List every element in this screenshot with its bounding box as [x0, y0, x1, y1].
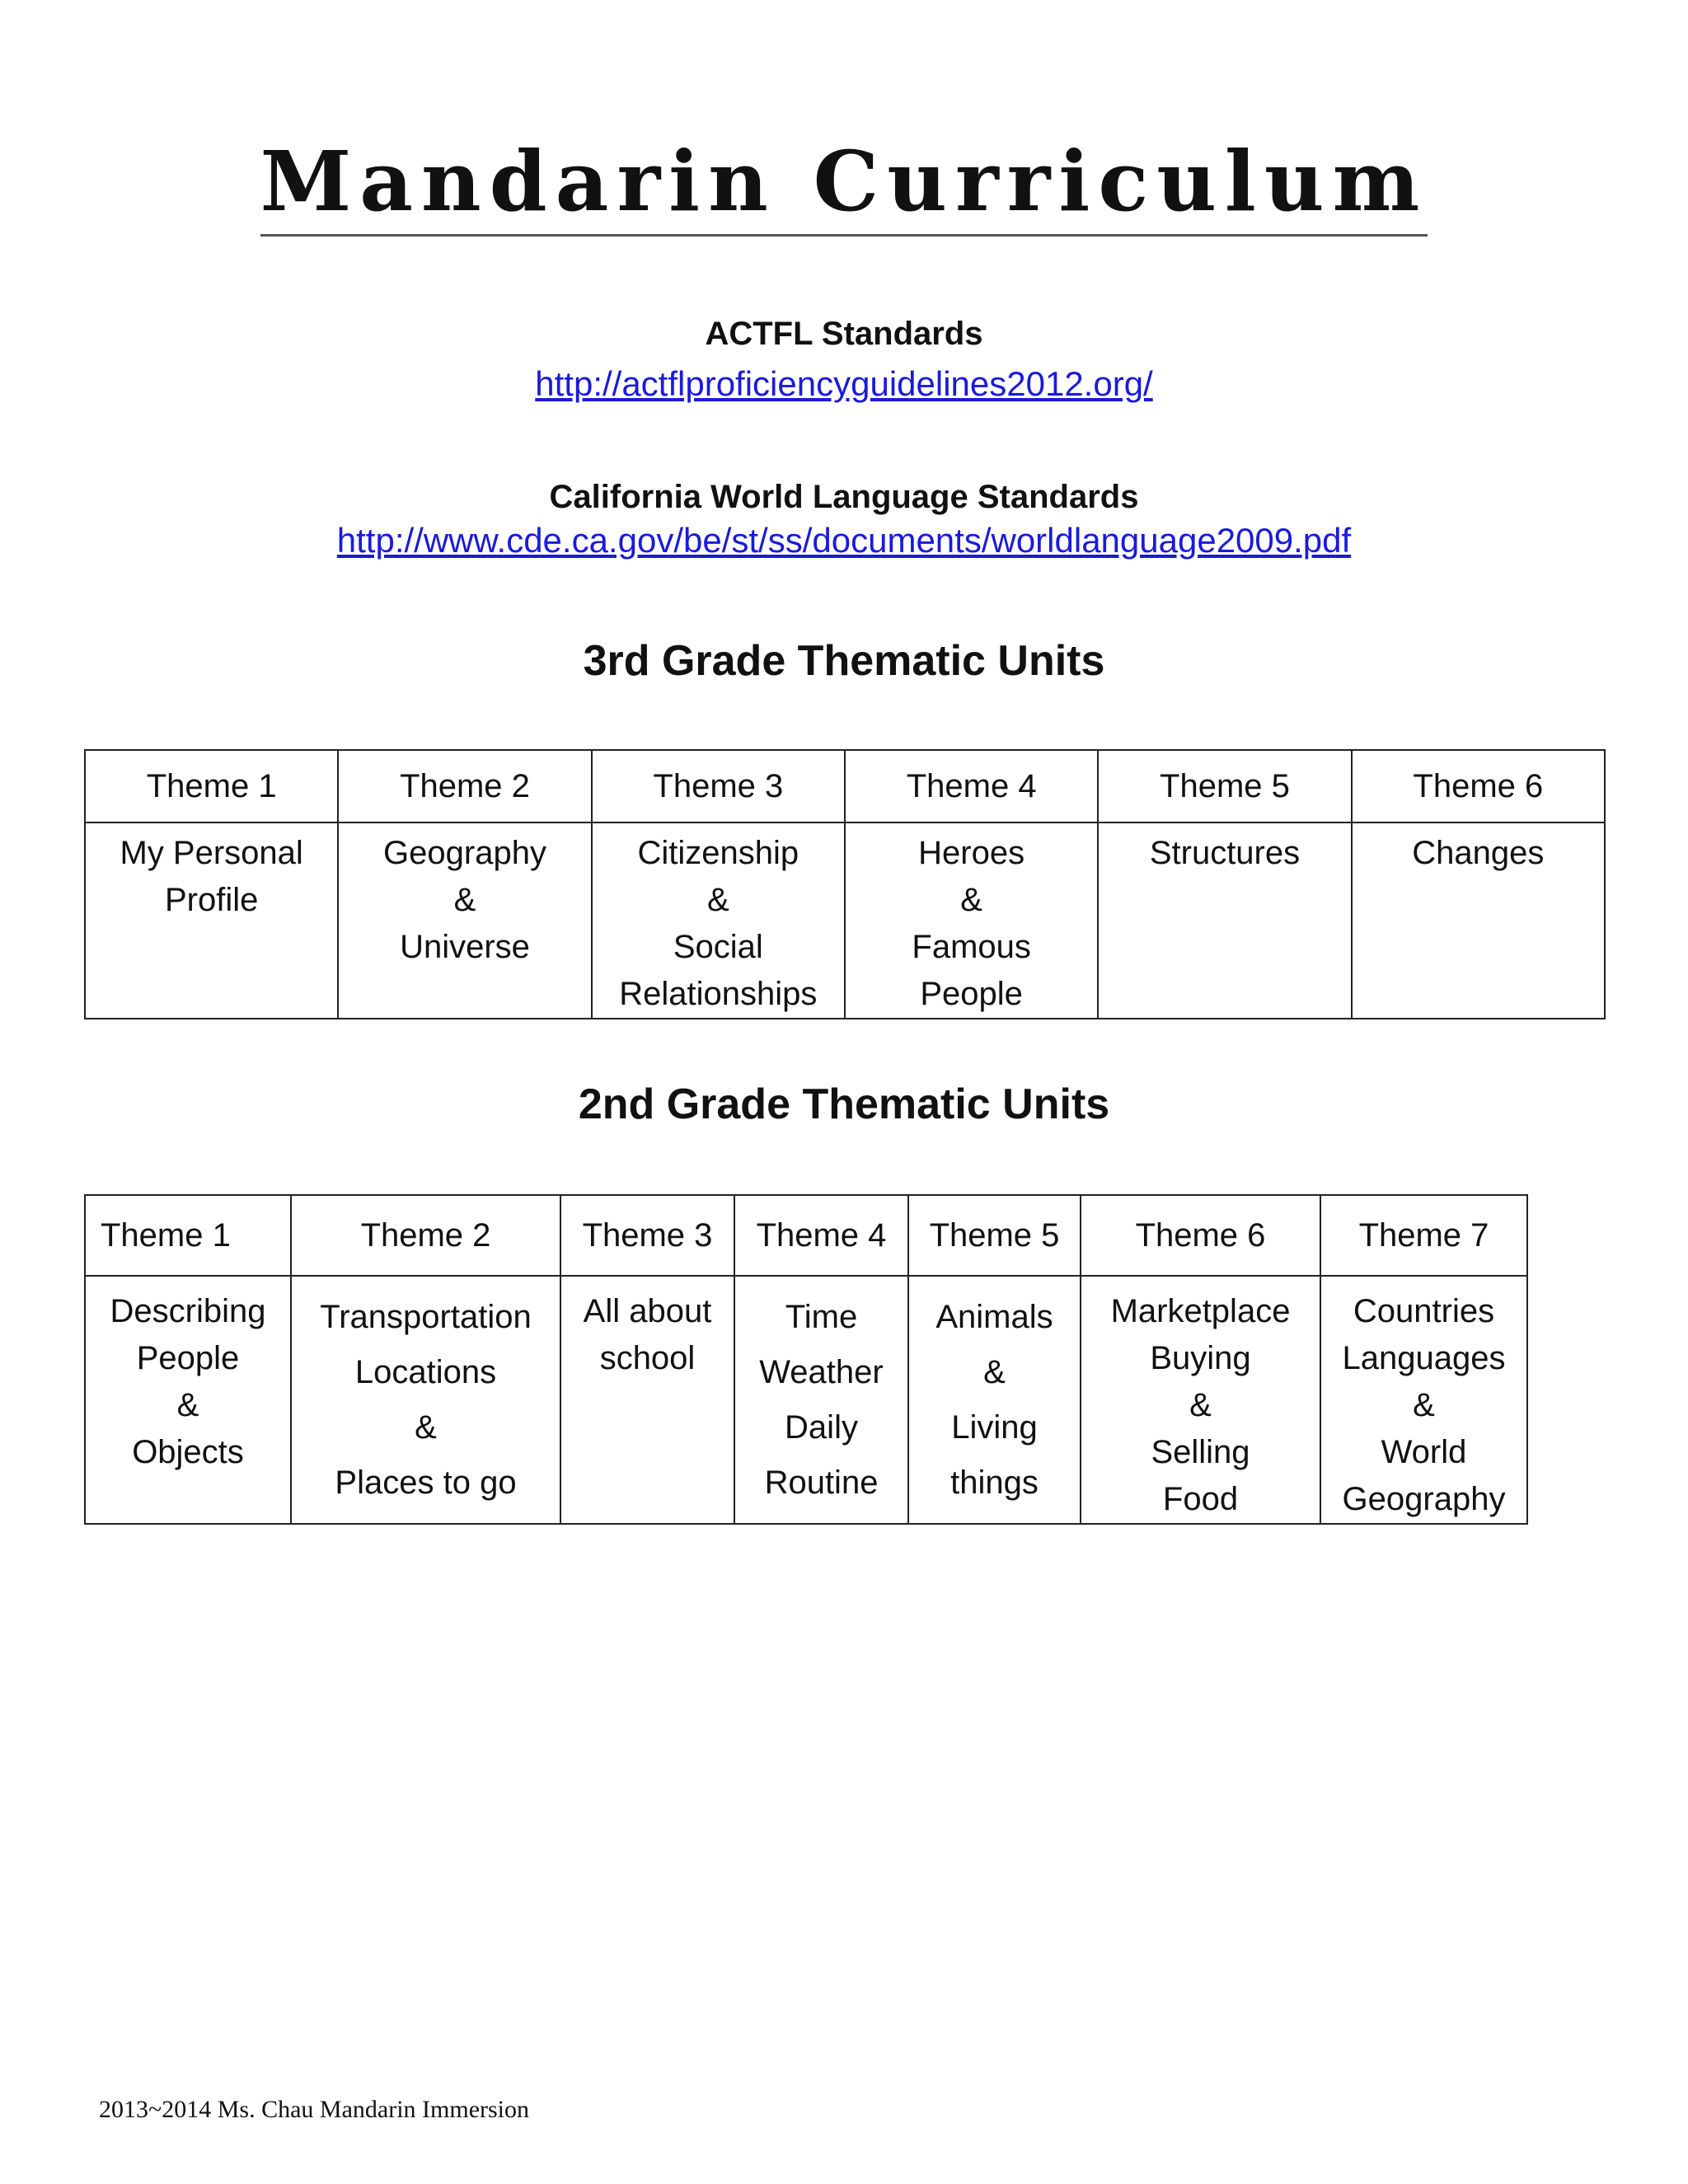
topic-line: & [1413, 1387, 1435, 1423]
topic-line: & [983, 1354, 1006, 1390]
topic-line: Changes [1412, 835, 1545, 871]
topic-line: Universe [400, 929, 530, 965]
grade2-header-row [85, 1195, 1527, 1276]
actfl-link-wrapper [0, 363, 1688, 405]
topic-line: Describing [110, 1293, 266, 1329]
grade3-header-row [85, 750, 1605, 823]
grade3-title: 3rd Grade Thematic Units [583, 637, 1105, 685]
topic-line: Time [785, 1299, 858, 1335]
topic-line: Places to go [335, 1465, 517, 1501]
topic-line: & [415, 1409, 437, 1446]
grade2-theme-2-header: Theme 2 [291, 1195, 560, 1276]
topic-line: My Personal [120, 835, 303, 871]
topic-line: Social [673, 929, 763, 965]
grade2-theme-6-header: Theme 6 [1081, 1195, 1320, 1276]
grade3-theme-6-header: Theme 6 [1352, 750, 1605, 823]
topic-line: & [176, 1387, 199, 1423]
topic-line: Weather [759, 1354, 884, 1390]
topic-line: Objects [132, 1434, 244, 1470]
topic-line: Selling [1151, 1434, 1250, 1470]
topic-line: Buying [1150, 1340, 1251, 1376]
grade2-theme-3-header: Theme 3 [560, 1195, 734, 1276]
topic-line: Living [951, 1409, 1038, 1446]
topic-line: People [136, 1340, 240, 1376]
california-heading: California World Language Standards [549, 479, 1139, 515]
topic-line: & [453, 882, 476, 918]
california-link-wrapper [0, 519, 1688, 562]
grade2-theme-4-topic [734, 1276, 908, 1524]
topic-line: Profile [164, 882, 259, 918]
grade2-theme-1-topic [85, 1276, 291, 1524]
grade3-theme-5-header: Theme 5 [1098, 750, 1351, 823]
grade3-theme-6-topic [1352, 823, 1605, 1019]
topic-line: Marketplace [1110, 1293, 1291, 1329]
grade3-theme-2-header: Theme 2 [338, 750, 591, 823]
grade2-theme-7-header: Theme 7 [1320, 1195, 1527, 1276]
topic-line: Famous [912, 929, 1031, 965]
grade2-title: 2nd Grade Thematic Units [578, 1080, 1110, 1128]
grade2-theme-1-header: Theme 1 [85, 1195, 291, 1276]
actfl-heading: ACTFL Standards [705, 316, 983, 352]
topic-line: Locations [354, 1354, 497, 1390]
grade2-theme-2-topic [291, 1276, 560, 1524]
grade3-theme-5-topic [1098, 823, 1351, 1019]
topic-line: Animals [935, 1299, 1053, 1335]
grade3-theme-4-header: Theme 4 [845, 750, 1098, 823]
grade2-theme-5-topic [908, 1276, 1081, 1524]
topic-line: & [960, 882, 982, 918]
topic-line: things [950, 1465, 1039, 1501]
grade2-theme-6-topic [1081, 1276, 1320, 1524]
grade2-themes-table [84, 1194, 1528, 1525]
grade2-theme-7-topic [1320, 1276, 1527, 1524]
topic-line: People [920, 976, 1023, 1012]
topic-line: Transportation [320, 1299, 532, 1335]
topic-line: Geography [383, 835, 546, 871]
grade3-theme-2-topic [338, 823, 591, 1019]
topic-line: school [599, 1340, 696, 1376]
grade3-theme-1-header: Theme 1 [85, 750, 338, 823]
grade3-theme-3-header: Theme 3 [592, 750, 845, 823]
grade3-themes-table [84, 749, 1606, 1019]
grade2-theme-5-header: Theme 5 [908, 1195, 1081, 1276]
topic-line: Relationships [619, 976, 818, 1012]
topic-line: Countries [1353, 1293, 1495, 1329]
topic-line: & [706, 882, 729, 918]
grade2-topic-row [85, 1276, 1527, 1524]
grade2-theme-3-topic [560, 1276, 734, 1524]
page-footer: 2013~2014 Ms. Chau Mandarin Immersion [99, 2096, 530, 2123]
page-title-text: Mandarin Curriculum [260, 132, 1428, 237]
topic-line: Geography [1342, 1481, 1506, 1517]
grade2-theme-4-header: Theme 4 [734, 1195, 908, 1276]
topic-line: All about [583, 1293, 712, 1329]
grade3-topic-row [85, 823, 1605, 1019]
actfl-link[interactable]: http://actflproficiencyguidelines2012.org/ [535, 364, 1153, 403]
topic-line: Heroes [918, 835, 1025, 871]
topic-line: Languages [1342, 1340, 1506, 1376]
topic-line: Citizenship [637, 835, 799, 871]
topic-line: Daily [785, 1409, 858, 1446]
topic-line: & [1189, 1387, 1212, 1423]
grade3-theme-4-topic [845, 823, 1098, 1019]
topic-line: Routine [764, 1465, 879, 1501]
topic-line: Structures [1149, 835, 1301, 871]
california-link[interactable]: http://www.cde.ca.gov/be/st/ss/documents/worldlanguage2009.pdf [336, 521, 1352, 560]
grade3-theme-3-topic [592, 823, 845, 1019]
topic-line: World [1381, 1434, 1467, 1470]
grade3-theme-1-topic [85, 823, 338, 1019]
page-title [0, 132, 1688, 237]
topic-line: Food [1162, 1481, 1239, 1517]
